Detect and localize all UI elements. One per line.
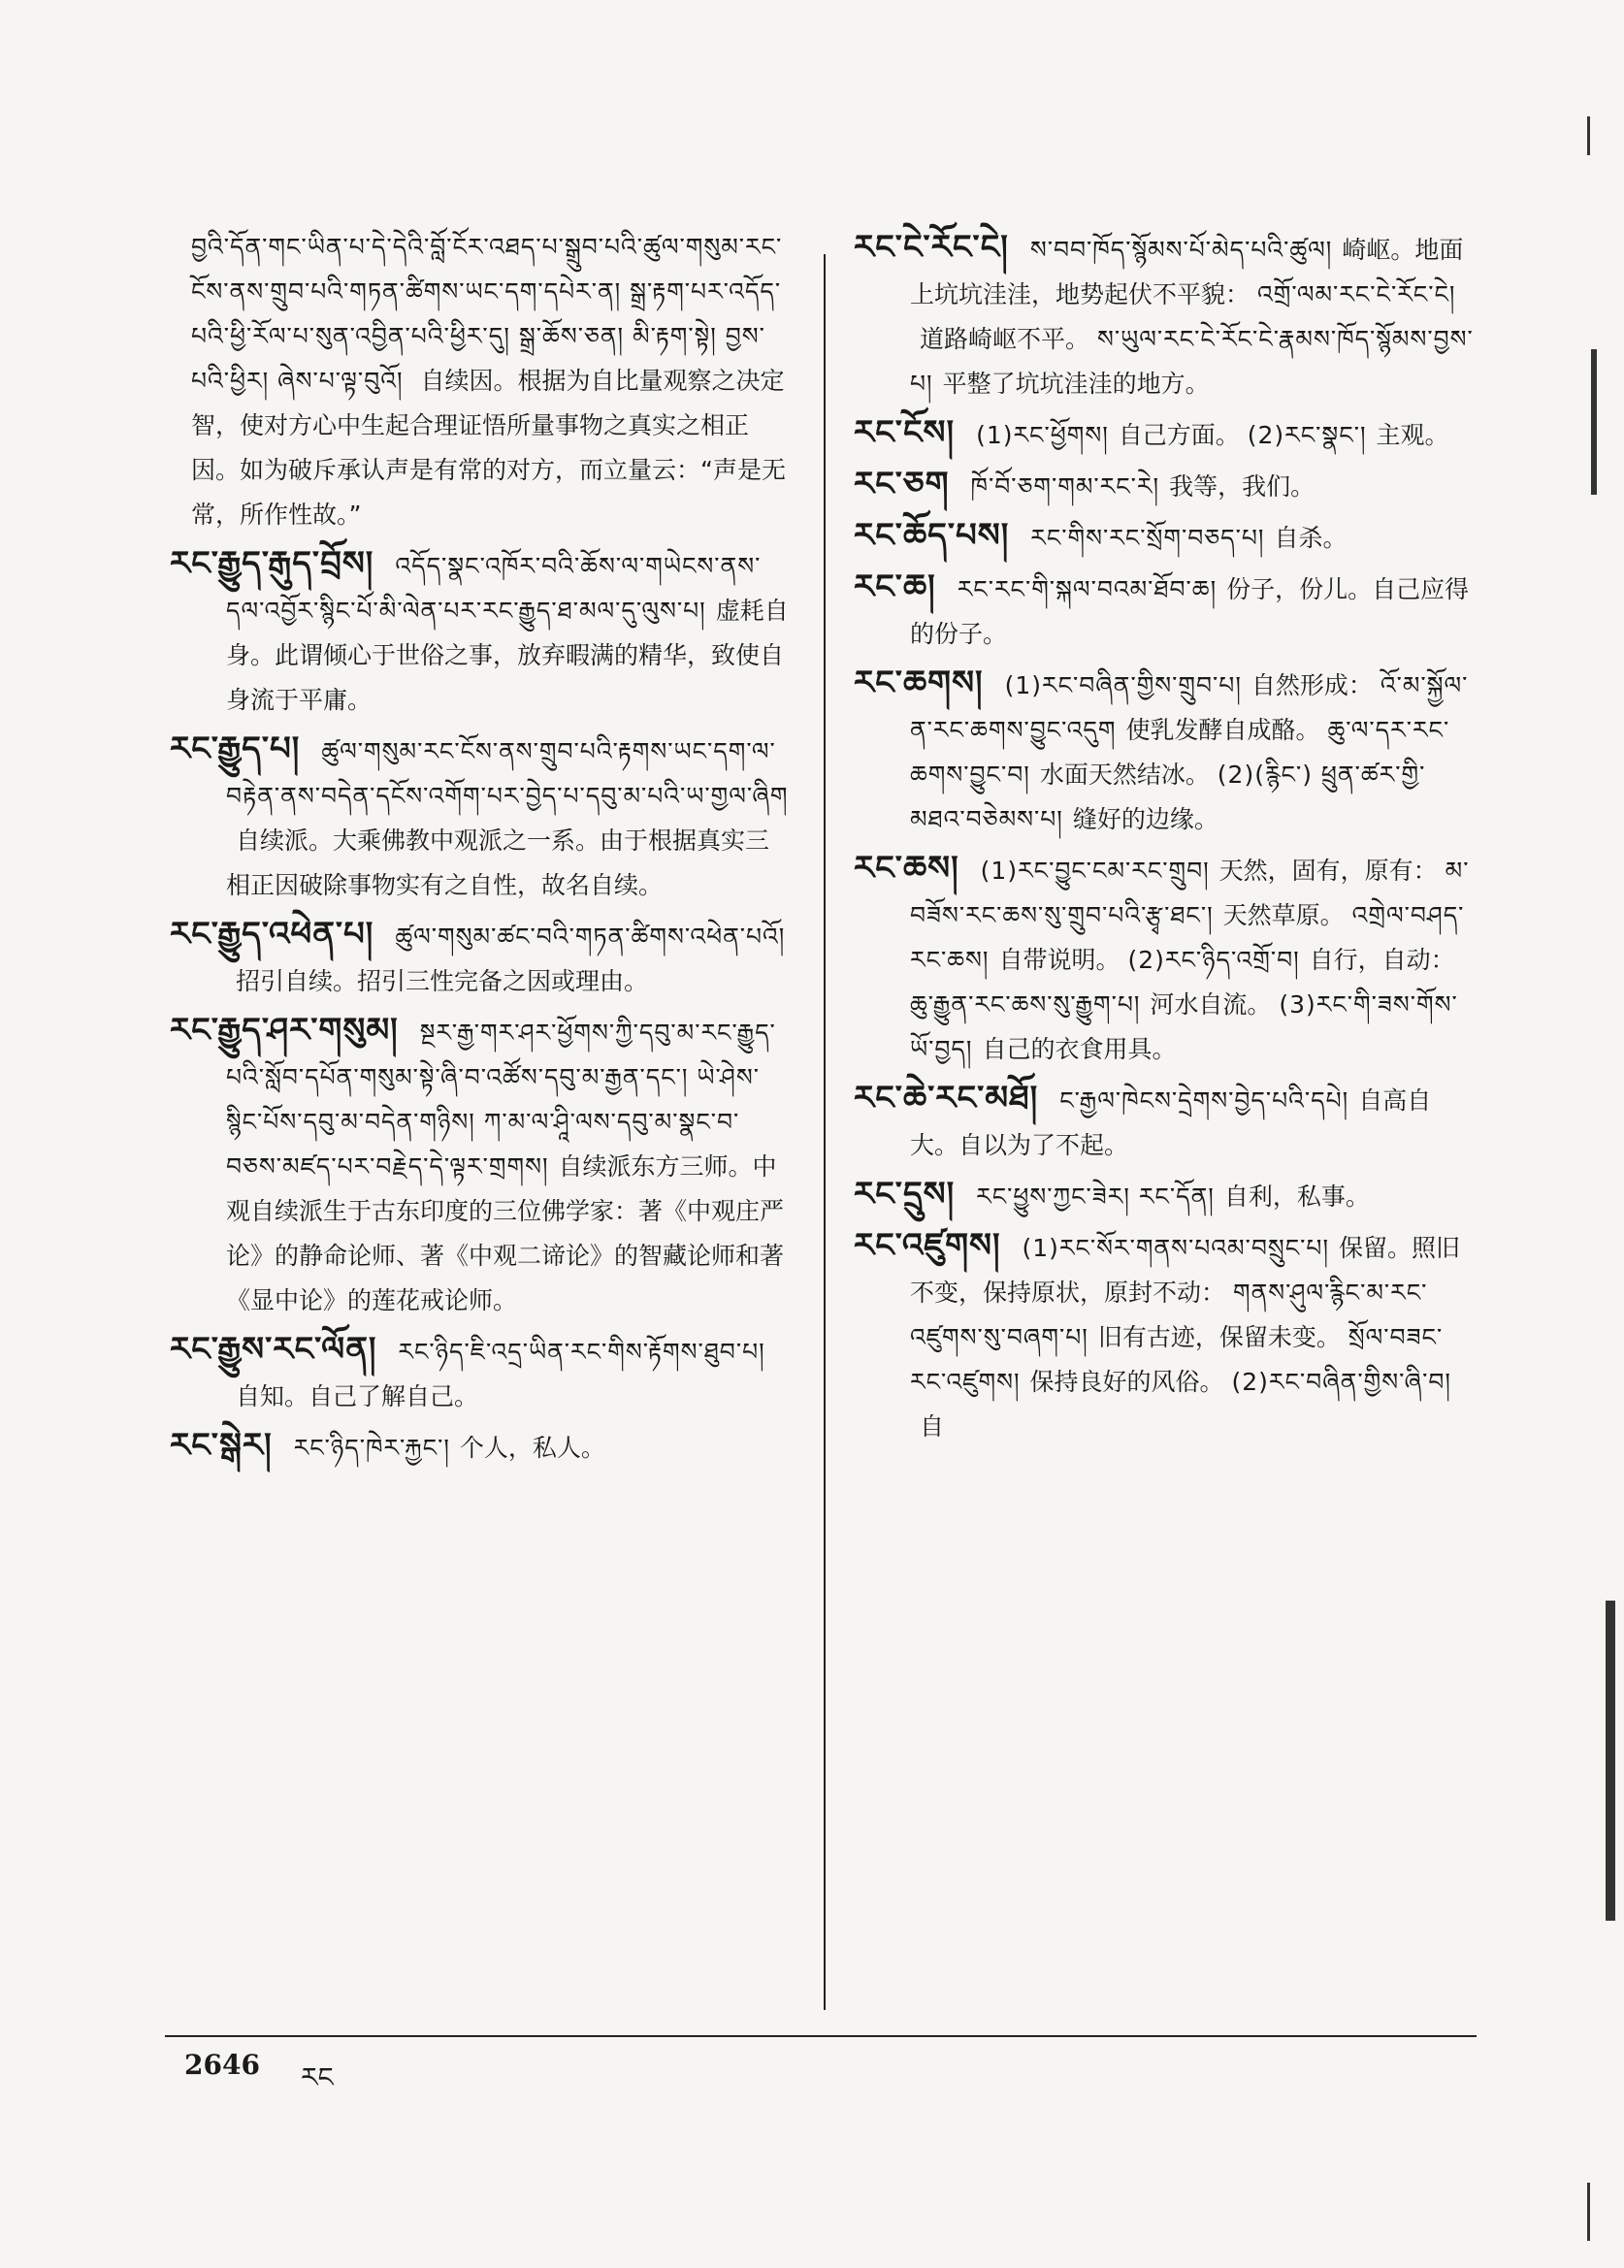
dictionary-entry (854, 513, 1475, 561)
entry-tibetan: (2)རང་བཞིན་གྱིས་ཞི་བ། (1231, 1368, 1451, 1396)
footer-rule (165, 2035, 1477, 2037)
left-column (170, 225, 791, 1474)
entry-chinese: 天然，固有，原有： (1218, 857, 1438, 885)
entry-chinese: 自己方面。 (1118, 421, 1240, 449)
example-chinese: 自带说明。 (998, 946, 1121, 974)
running-head: རང (301, 2061, 334, 2093)
example-tibetan: འགྲེལ་བཤད་རང་ཆས། (910, 901, 1465, 974)
entry-headword: རང་ཆས། (854, 849, 959, 888)
entry-chinese: 自利，私事。 (1223, 1183, 1370, 1211)
entry-tibetan: (1)རང་བྱུང་ངམ་རང་གྲུབ། (980, 857, 1210, 885)
entry-chinese: 自 (920, 1412, 945, 1441)
entry-tibetan: (2)(རྙིང་) ཕྲུན་ཚར་གྱི་མཐའ་བཅེམས་པ། (910, 761, 1426, 833)
example-tibetan: གནས་ཤུལ་རྙིང་མ་རང་འཛུགས་སུ་བཞག་པ། (910, 1279, 1428, 1351)
entry-tibetan: ཚུལ་གསུམ་རང་ངོས་ནས་གྲུབ་པའི་རྟགས་ཡང་དག་ལ་བརྟེན་ནས་བདེན་དངོས་འགོག་པར་བྱེད་པ་དབུ་མ་པའི་ཡ་གྱལ་ཞིག (226, 737, 789, 810)
entry-chinese: 自己的衣食用具。 (982, 1035, 1177, 1063)
entry-headword: རང་འཛུགས། (854, 1226, 1001, 1265)
entry-chinese: 自续因。根据为自比量观察之决定智，使对方心中生起合理证悟所量事物之真实之相正因。如为破斥承认声是有常的对方，而立量云：“声是无常，所作性故。” (191, 367, 786, 529)
entry-chinese: 招引自续。招引三性完备之因或理由。 (236, 967, 649, 995)
entry-tibetan: (1)རང་ཕྱོགས། (976, 421, 1109, 449)
scan-edge-mark (1606, 1601, 1615, 1921)
example-chinese: 天然草原。 (1222, 901, 1345, 929)
entry-headword: རང་རྒྱུད་ཤར་གསུམ། (170, 1011, 399, 1050)
entry-tibetan: ཁོ་བོ་ཅག་གམ་རང་རེ། (970, 472, 1160, 501)
dictionary-entry (854, 225, 1475, 406)
entry-headword: རང་ཆེ་རང་མཐོ། (854, 1079, 1039, 1118)
entry-headword: རང་ཆ། (854, 567, 936, 606)
entry-tibetan: (1)རང་བཞིན་གྱིས་གྲུབ་པ། (1004, 671, 1242, 699)
example-tibetan: ཆུ་རྒྱུན་རང་ཆས་སུ་རྒྱུག་པ། (910, 990, 1141, 1019)
example-chinese: 使乳发酵自成酪。 (1125, 716, 1320, 744)
example-tibetan: མ་བཟོས་རང་ཆས་སུ་གྲུབ་པའི་རྩྭ་ཐང་། (910, 857, 1470, 929)
entry-tibetan: ཚུལ་གསུམ་ཚང་བའི་གཏན་ཚིགས་འཕེན་པའོ། (395, 923, 786, 951)
example-chinese: 平整了坑坑洼洼的地方。 (942, 370, 1210, 398)
entry-headword: རང་ཆོད་པས། (854, 516, 1010, 555)
dictionary-entry (170, 541, 791, 723)
dictionary-entry (170, 1008, 791, 1323)
entry-tibetan: རང་ཉིད་ཇི་འདྲ་ཡིན་རང་གིས་རྟོགས་ཐུབ་པ། (398, 1338, 765, 1366)
dictionary-entry (170, 1327, 791, 1419)
example-tibetan: འགྲོ་ལམ་རང་ངེ་རོང་ངེ། (1256, 280, 1456, 308)
entry-headword: རང་རྒྱུད་པ། (170, 729, 301, 768)
entry-headword: རང་ཅག (854, 465, 950, 503)
entry-chinese: 份子，份儿。自己应得的份子。 (910, 575, 1470, 648)
entry-tibetan: རང་གིས་རང་སྲོག་བཅད་པ། (1030, 524, 1265, 552)
entry-chinese: 自杀。 (1274, 524, 1348, 552)
scan-edge-mark (1587, 2183, 1590, 2241)
dictionary-entry (854, 1223, 1475, 1449)
entry-tibetan: ང་རྒྱལ་ཁེངས་དྲེགས་བྱེད་པའི་དཔེ། (1059, 1086, 1349, 1115)
page-number: 2646 (184, 2049, 260, 2081)
entry-tibetan: རང་ཕྱུས་ཀྱང་ཟེར། རང་དོན། (976, 1183, 1215, 1211)
entry-tibetan: ས་བབ་ཁོད་སྙོམས་པོ་མེད་པའི་ཚུལ། (1029, 236, 1333, 264)
entry-tibetan: (3)རང་གི་ཟས་གོས་ཡོ་བྱད། (910, 990, 1458, 1063)
example-chinese: 水面天然结冰。 (1039, 761, 1210, 789)
dictionary-entry-continuation (170, 225, 791, 537)
entry-headword: རང་ངོས། (854, 413, 956, 452)
dictionary-entry (854, 661, 1475, 842)
entry-chinese: 自续派。大乘佛教中观派之一系。由于根据真实三相正因破除事物实有之自性，故名自续。 (226, 826, 770, 899)
entry-headword: རང་རྒྱུས་རང་ལོན། (170, 1330, 377, 1369)
example-tibetan: སྲོལ་བཟང་རང་འཛུགས། (910, 1323, 1444, 1396)
entry-tibetan: རང་ཉིད་ཁེར་རྐྱང་། (293, 1434, 450, 1462)
dictionary-entry (854, 462, 1475, 509)
entry-headword: རང་སྒེར། (170, 1426, 273, 1465)
entry-chinese: 个人，私人。 (459, 1434, 605, 1462)
entry-chinese: 保留。照旧不变，保持原状，原封不动： (910, 1234, 1461, 1307)
example-chinese: 道路崎岖不平。 (920, 325, 1090, 353)
entry-tibetan: བྱའི་དོན་གང་ཡིན་པ་དེ་དེའི་བློ་ངོར་འཐད་པ་སྒྲུབ་པའི་ཚུལ་གསུམ་རང་ངོས་ནས་གྲུབ་པའི་གཏན་ཚིགས་ཡང་དག་དཔེར་ན། སྒྲ་རྟག་པར་འདོད་པའི་ཕྱི་རོལ་པ་སུན་འབྱིན་པའི་ཕྱིར་དུ། སྒྲ་ཆོས་ཅན། མི་རྟག་སྟེ། བྱས་པའི་ཕྱིར། ཞེས་པ་ལྟ་བུའོ། (191, 233, 783, 395)
entry-chinese: 自高自大。自以为了不起。 (910, 1086, 1432, 1159)
dictionary-entry (170, 912, 791, 1004)
scan-edge-mark (1587, 116, 1590, 155)
right-column (854, 225, 1475, 1453)
entry-chinese: 自然形成： (1250, 671, 1373, 699)
entry-chinese: 崎岖。地面上坑坑洼洼，地势起伏不平貌： (910, 236, 1464, 308)
scan-edge-mark (1591, 349, 1597, 495)
entry-chinese: 我等，我们。 (1169, 472, 1315, 501)
entry-chinese: 缝好的边缘。 (1072, 805, 1218, 833)
entry-headword: རང་ངེ་རོང་ངེ། (854, 228, 1009, 267)
entry-tibetan: (1)རང་སོར་གནས་པའམ་བསྲུང་པ། (1022, 1234, 1330, 1262)
entry-tibetan: འདོད་སྣང་འཁོར་བའི་ཆོས་ལ་གཡེངས་ནས་དལ་འབྱོར་སྙིང་པོ་མི་ལེན་པར་རང་རྒྱུད་ཐ་མལ་དུ་ལུས་པ། (226, 552, 762, 625)
entry-chinese: 自行，自动： (1309, 946, 1455, 974)
entry-headword: རང་རྒྱུད་འཕེན་པ། (170, 915, 374, 954)
dictionary-entry (854, 1172, 1475, 1219)
entry-tibetan: (2)རང་ཉིད་འགྲོ་བ། (1127, 946, 1300, 974)
example-tibetan: ཆུ་ལ་དར་རང་ཆགས་བྱུང་བ། (910, 716, 1450, 789)
example-chinese: 河水自流。 (1150, 990, 1272, 1019)
example-tibetan: ས་ཡུལ་རང་ངེ་རོང་ངེ་རྣམས་ཁོད་སྙོམས་བྱས་པ། (910, 325, 1474, 398)
dictionary-entry (854, 410, 1475, 458)
entry-chinese: 自知。自己了解自己。 (236, 1382, 479, 1410)
dictionary-entry (854, 1076, 1475, 1168)
example-chinese: 旧有古迹，保留未变。 (1097, 1323, 1341, 1351)
entry-chinese: 主观。 (1376, 421, 1449, 449)
entry-chinese: 自续派东方三师。中观自续派生于古东印度的三位佛学家：著《中观庄严论》的静命论师、著《中观二谛论》的智藏论师和著《显中论》的莲花戒论师。 (226, 1152, 785, 1314)
dictionary-entry (854, 846, 1475, 1072)
entry-chinese: 虚耗自身。此谓倾心于世俗之事，放弃暇满的精华，致使自身流于平庸。 (226, 597, 789, 714)
entry-tibetan: (2)རང་སྣང་། (1247, 421, 1367, 449)
entry-tibetan: རང་རང་གི་སྐལ་བའམ་ཐོབ་ཆ། (957, 575, 1218, 603)
entry-tibetan: སྔར་རྒྱ་གར་ཤར་ཕྱོགས་ཀྱི་དབུ་མ་རང་རྒྱུད་པའི་སློབ་དཔོན་གསུམ་སྟེ་ཞི་བ་འཚོས་དབུ་མ་རྒྱན་དང་། ཡེ་ཤེས་སྙིང་པོས་དབུ་མ་བདེན་གཉིས། ཀ་མ་ལ་ཤཱི་ལས་དབུ་མ་སྣང་བ་བཅས་མཛད་པར་བརྗེད་དེ་ལྟར་གྲགས། (226, 1019, 776, 1181)
example-chinese: 保持良好的风俗。 (1029, 1368, 1224, 1396)
dictionary-entry (170, 727, 791, 908)
entry-headword: རང་ཆགས། (854, 664, 984, 702)
dictionary-entry (170, 1423, 791, 1471)
example-tibetan: འོ་མ་སྐྱོལ་ན་རང་ཆགས་བྱུང་འདུག (910, 671, 1469, 744)
entry-headword: རང་དྲུས། (854, 1175, 956, 1214)
entry-headword: རང་རྒྱུད་རྒུད་བྲོས། (170, 544, 374, 583)
column-divider (824, 254, 826, 2010)
dictionary-entry (854, 565, 1475, 657)
